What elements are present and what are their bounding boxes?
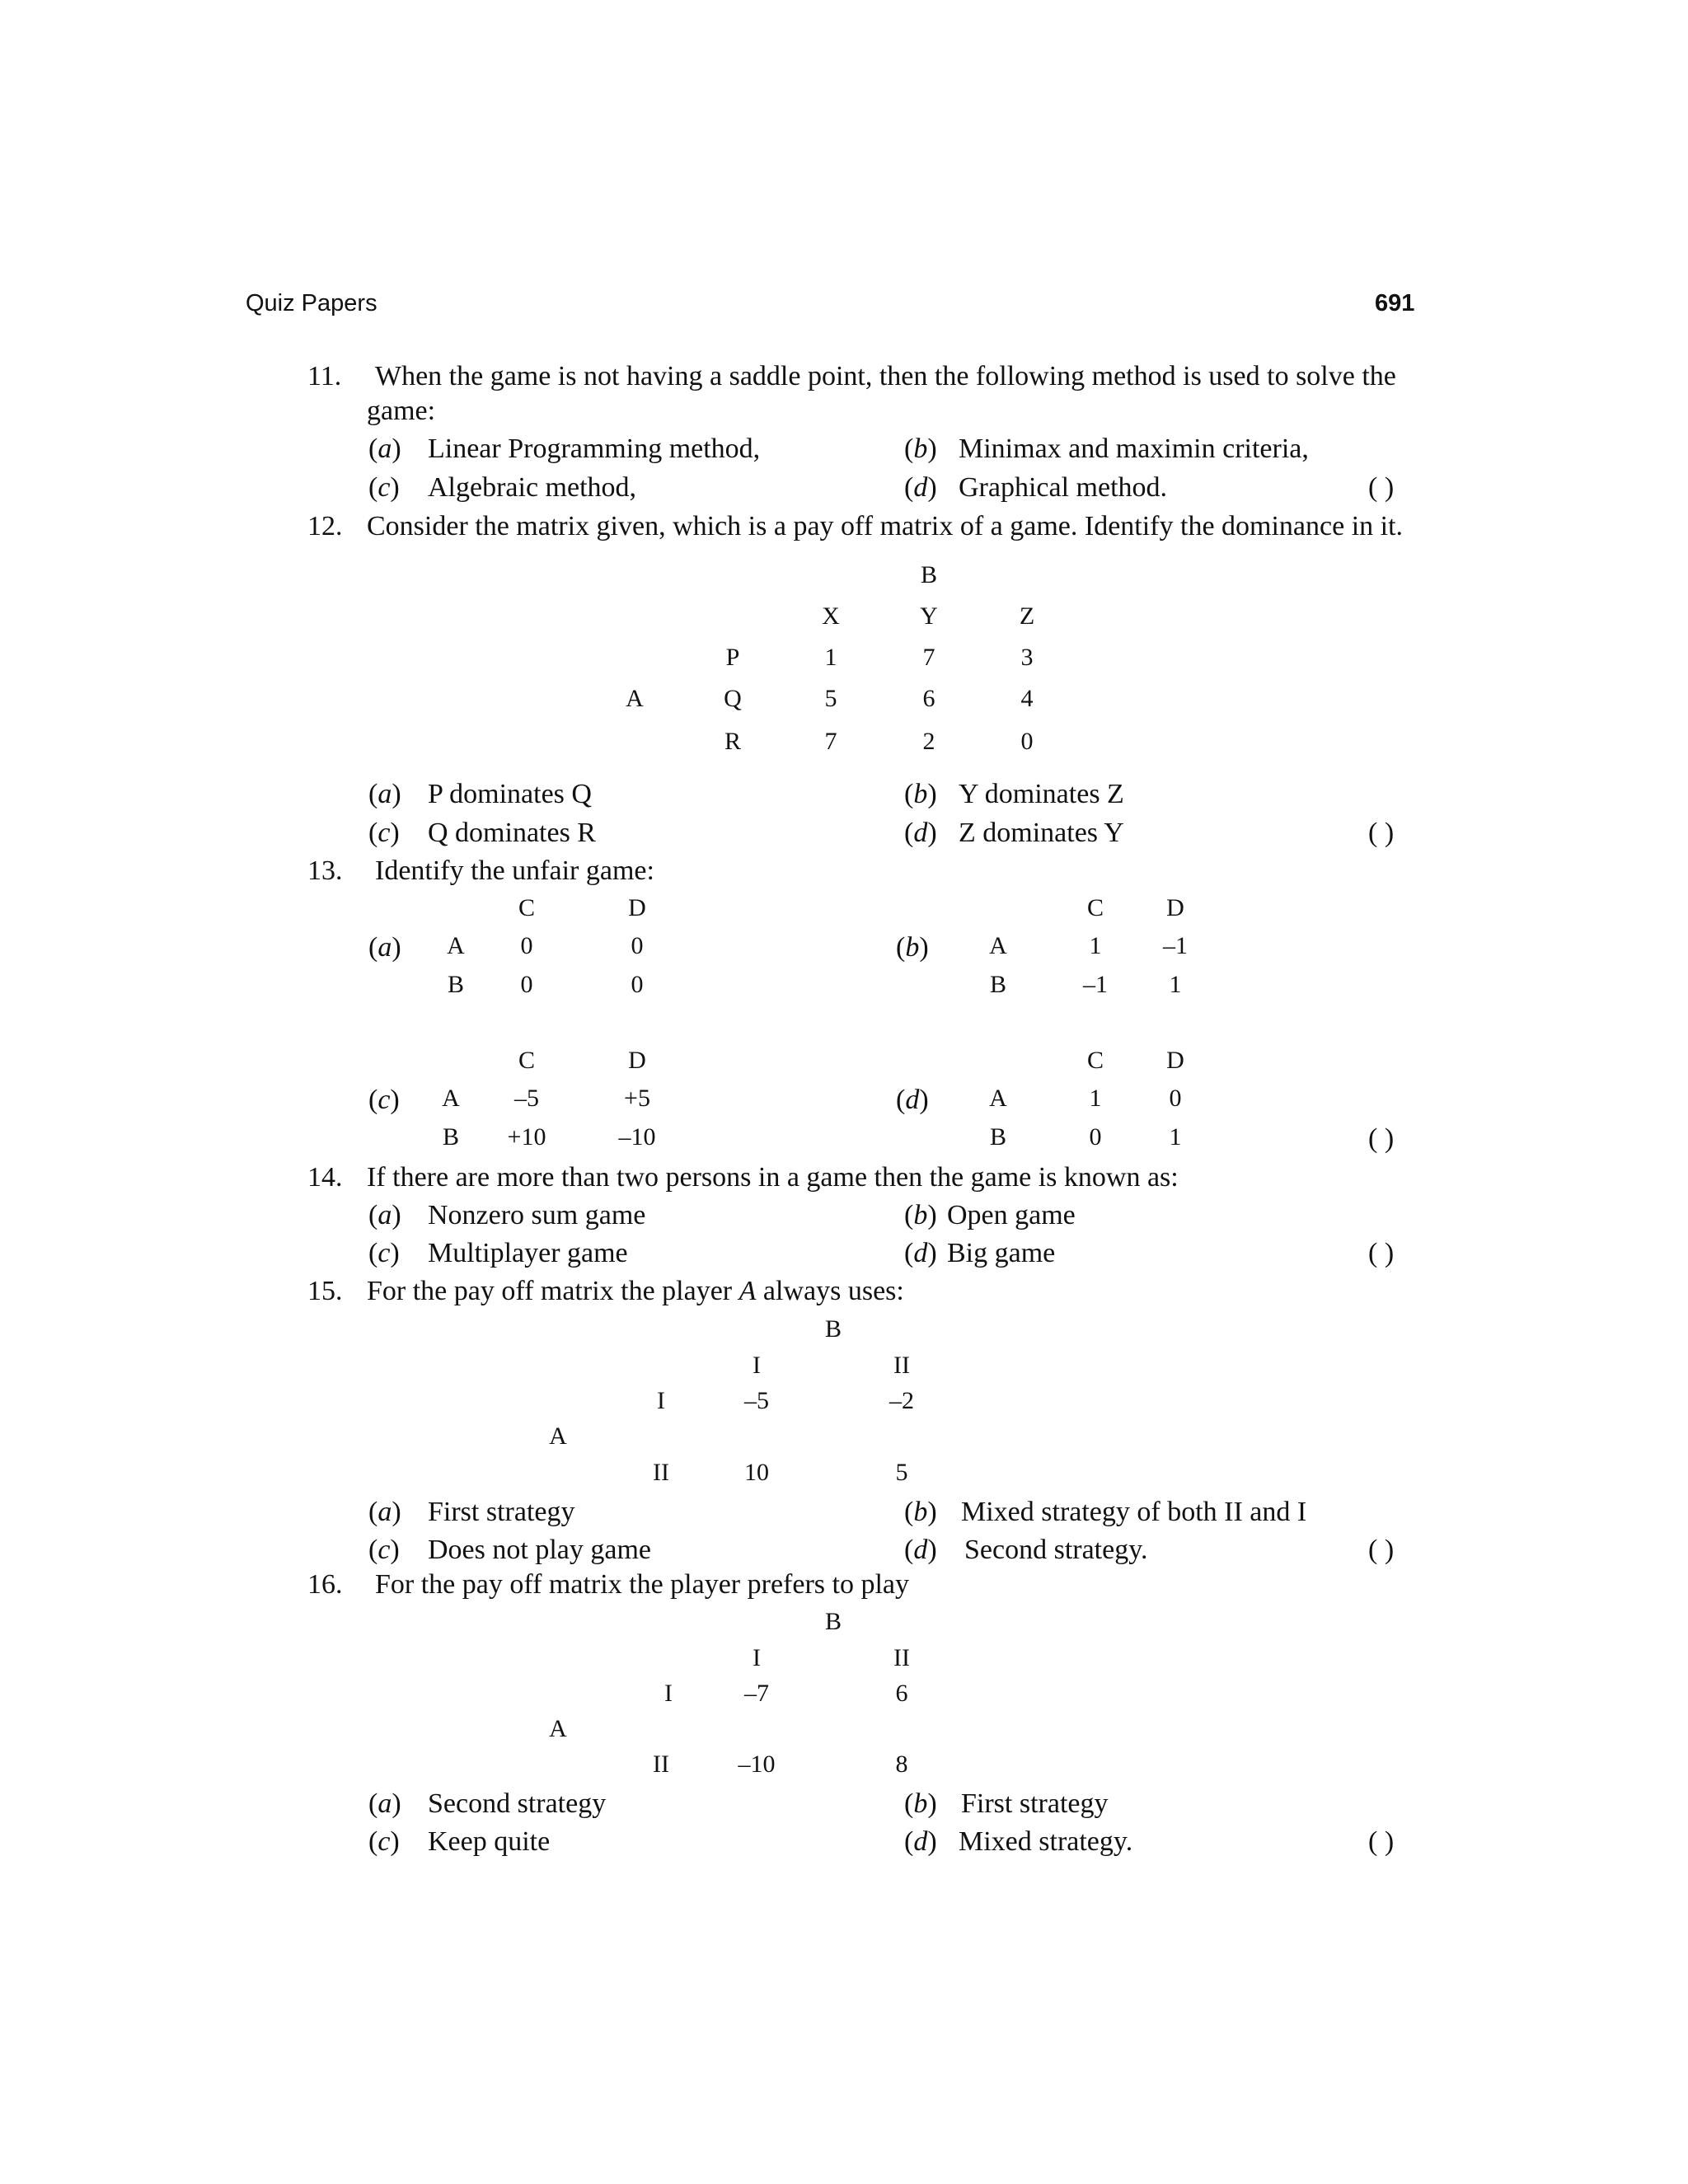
option-b-marker: (b) xyxy=(896,932,929,963)
option-c-text: Keep quite xyxy=(428,1826,551,1857)
matrix-cell: 0 xyxy=(631,971,644,998)
row-header: R xyxy=(724,728,741,755)
answer-bracket: ( ) xyxy=(1368,1535,1395,1565)
question-text: If there are more than two persons in a game then the game is known as: xyxy=(367,1162,1179,1193)
matrix-cell: –7 xyxy=(744,1680,769,1707)
running-header-title: Quiz Papers xyxy=(246,290,377,316)
matrix-cell: 0 xyxy=(1089,1123,1102,1151)
matrix-cell: 1 xyxy=(1089,1085,1102,1112)
column-player-label: B xyxy=(824,1315,842,1343)
matrix-cell: 0 xyxy=(1020,728,1034,755)
matrix-cell: 2 xyxy=(922,728,935,755)
matrix-cell: –5 xyxy=(744,1387,769,1414)
question-text-continued: game: xyxy=(367,396,436,426)
option-a-text: First strategy xyxy=(428,1497,575,1527)
matrix-cell: –5 xyxy=(514,1085,539,1112)
option-d-text: Second strategy. xyxy=(964,1535,1148,1565)
column-header: Y xyxy=(920,602,938,630)
matrix-cell: 8 xyxy=(895,1750,908,1778)
matrix-cell: –2 xyxy=(889,1387,914,1414)
question-number: 11. xyxy=(307,361,342,391)
matrix-cell: –1 xyxy=(1083,971,1108,998)
option-d-marker: (d) xyxy=(904,1238,937,1268)
column-header: D xyxy=(1166,894,1184,921)
answer-bracket: ( ) xyxy=(1368,818,1395,848)
row-header: P xyxy=(725,644,740,671)
option-b-text: Minimax and maximin criteria, xyxy=(959,434,1309,464)
row-header: A xyxy=(442,1085,460,1112)
option-d-text: Graphical method. xyxy=(959,472,1168,503)
column-header: Z xyxy=(1019,602,1035,630)
matrix-cell: 6 xyxy=(922,685,935,712)
row-header: A xyxy=(447,932,465,959)
matrix-cell: +10 xyxy=(507,1123,546,1151)
option-c-marker: (c) xyxy=(368,1085,400,1115)
option-a-marker: (a) xyxy=(368,1788,401,1819)
option-d-text: Z dominates Y xyxy=(959,818,1124,848)
option-b-text: First strategy xyxy=(961,1788,1109,1819)
row-header: I xyxy=(657,1387,665,1414)
option-d-marker: (d) xyxy=(904,1535,937,1565)
option-a-text: Nonzero sum game xyxy=(428,1200,646,1230)
column-header: II xyxy=(893,1352,910,1379)
matrix-cell: +5 xyxy=(624,1085,650,1112)
row-player-label: A xyxy=(549,1715,567,1742)
matrix-cell: 5 xyxy=(824,685,837,712)
option-c-text: Algebraic method, xyxy=(428,472,637,503)
matrix-cell: 0 xyxy=(1169,1085,1182,1112)
page-number: 691 xyxy=(1375,290,1415,316)
answer-bracket: ( ) xyxy=(1368,1826,1395,1857)
option-b-marker: (b) xyxy=(904,1497,937,1527)
column-header: C xyxy=(518,894,535,921)
answer-bracket: ( ) xyxy=(1368,1123,1395,1154)
question-number: 14. xyxy=(307,1162,343,1193)
matrix-cell: 1 xyxy=(824,644,837,671)
matrix-cell: 0 xyxy=(520,971,533,998)
option-c-text: Does not play game xyxy=(428,1535,651,1565)
option-b-marker: (b) xyxy=(904,1200,937,1230)
question-text: Consider the matrix given, which is a pay off matrix of a game. Identify the dominance in it. xyxy=(367,511,1404,541)
matrix-cell: –10 xyxy=(738,1750,776,1778)
option-c-marker: (c) xyxy=(368,818,400,848)
option-a-marker: (a) xyxy=(368,434,401,464)
row-header: B xyxy=(447,971,464,998)
matrix-cell: 6 xyxy=(895,1680,908,1707)
matrix-cell: –1 xyxy=(1163,932,1188,959)
question-text: For the pay off matrix the player A always uses: xyxy=(367,1276,904,1306)
matrix-cell: 7 xyxy=(824,728,837,755)
row-header: A xyxy=(989,932,1007,959)
column-header: D xyxy=(1166,1047,1184,1074)
option-d-marker: (d) xyxy=(904,1826,937,1857)
option-a-text: Second strategy xyxy=(428,1788,607,1819)
column-player-label: B xyxy=(920,561,937,588)
option-c-marker: (c) xyxy=(368,472,400,503)
option-c-text: Multiplayer game xyxy=(428,1238,628,1268)
option-b-marker: (b) xyxy=(904,779,937,809)
option-c-text: Q dominates R xyxy=(428,818,596,848)
column-header: D xyxy=(628,1047,646,1074)
row-header: B xyxy=(442,1123,459,1151)
row-header: B xyxy=(989,971,1006,998)
matrix-cell: 0 xyxy=(520,932,533,959)
option-b-marker: (b) xyxy=(904,1788,937,1819)
option-a-marker: (a) xyxy=(368,1200,401,1230)
answer-bracket: ( ) xyxy=(1368,1238,1395,1268)
question-number: 15. xyxy=(307,1276,343,1306)
option-c-marker: (c) xyxy=(368,1826,400,1857)
option-d-text: Big game xyxy=(947,1238,1056,1268)
option-c-marker: (c) xyxy=(368,1535,400,1565)
question-number: 12. xyxy=(307,511,343,541)
column-header: C xyxy=(1086,1047,1104,1074)
row-header: B xyxy=(989,1123,1006,1151)
column-header: II xyxy=(893,1644,910,1671)
column-header: I xyxy=(753,1644,761,1671)
option-b-text: Y dominates Z xyxy=(959,779,1124,809)
column-header: C xyxy=(518,1047,535,1074)
answer-bracket: ( ) xyxy=(1368,472,1395,503)
column-header: D xyxy=(628,894,646,921)
matrix-cell: 10 xyxy=(744,1459,769,1486)
column-player-label: B xyxy=(824,1608,842,1635)
option-d-marker: (d) xyxy=(904,818,937,848)
option-a-marker: (a) xyxy=(368,1497,401,1527)
matrix-cell: 7 xyxy=(922,644,935,671)
question-number: 16. xyxy=(307,1569,343,1600)
option-a-marker: (a) xyxy=(368,779,401,809)
matrix-cell: 5 xyxy=(895,1459,908,1486)
row-header: A xyxy=(989,1085,1007,1112)
matrix-cell: 4 xyxy=(1020,685,1034,712)
row-header: II xyxy=(653,1459,669,1486)
option-d-text: Mixed strategy. xyxy=(959,1826,1133,1857)
column-header: I xyxy=(753,1352,761,1379)
row-header: II xyxy=(653,1750,669,1778)
matrix-cell: 0 xyxy=(631,932,644,959)
row-player-label: A xyxy=(549,1422,567,1450)
matrix-cell: 1 xyxy=(1169,971,1182,998)
matrix-cell: 1 xyxy=(1169,1123,1182,1151)
option-a-marker: (a) xyxy=(368,932,401,963)
option-d-marker: (d) xyxy=(896,1085,929,1115)
row-header: I xyxy=(664,1680,673,1707)
option-b-text: Open game xyxy=(947,1200,1076,1230)
question-text: When the game is not having a saddle point, then the following method is used to solve the xyxy=(375,361,1396,391)
question-text: Identify the unfair game: xyxy=(375,855,654,886)
question-text: For the pay off matrix the player prefers to play xyxy=(375,1569,909,1600)
row-header: Q xyxy=(724,685,742,712)
question-number: 13. xyxy=(307,855,343,886)
option-d-marker: (d) xyxy=(904,472,937,503)
option-a-text: P dominates Q xyxy=(428,779,592,809)
row-player-label: A xyxy=(626,685,644,712)
option-b-text: Mixed strategy of both II and I xyxy=(961,1497,1307,1527)
option-a-text: Linear Programming method, xyxy=(428,434,761,464)
column-header: C xyxy=(1086,894,1104,921)
matrix-cell: 3 xyxy=(1020,644,1034,671)
column-header: X xyxy=(822,602,840,630)
matrix-cell: –10 xyxy=(618,1123,656,1151)
option-c-marker: (c) xyxy=(368,1238,400,1268)
matrix-cell: 1 xyxy=(1089,932,1102,959)
option-b-marker: (b) xyxy=(904,434,937,464)
